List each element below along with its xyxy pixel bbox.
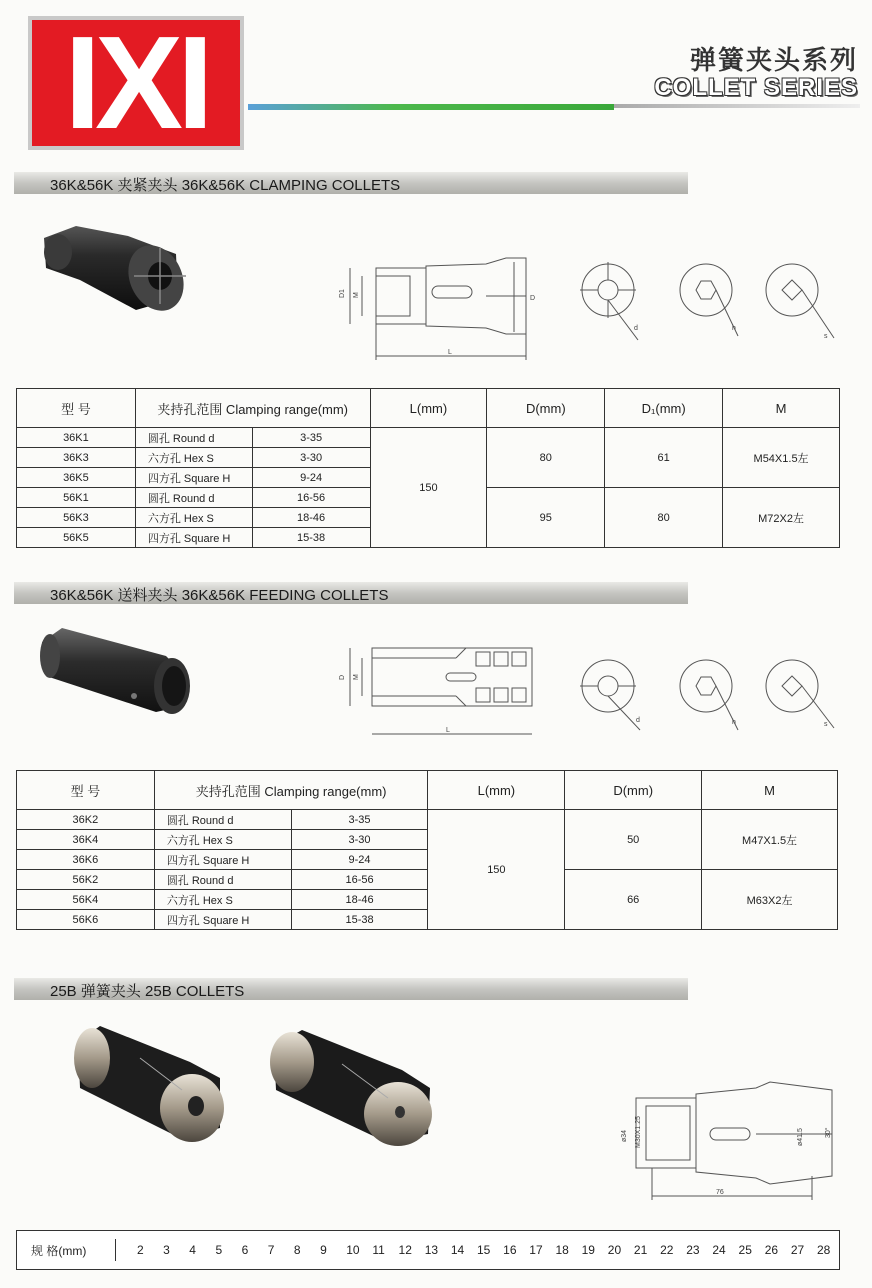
size-value: 14 (450, 1243, 465, 1257)
cell-range: 16-56 (291, 870, 428, 890)
cell-type: 圆孔 Round d (135, 428, 252, 448)
cell-range: 3-35 (252, 428, 370, 448)
size-value: 20 (607, 1243, 622, 1257)
size-value: 3 (163, 1243, 170, 1257)
cell-model: 56K4 (17, 890, 155, 910)
size-value: 24 (712, 1243, 726, 1257)
feeding-table (16, 770, 838, 930)
header-accent-line (248, 104, 614, 110)
cell-model: 36K3 (17, 448, 136, 468)
cell-m: M72X2左 (723, 488, 840, 548)
size-value: 12 (398, 1243, 412, 1257)
dim-square-s: s (824, 333, 828, 340)
cell-type: 六方孔 Hex S (154, 830, 291, 850)
cell-m: M63X2左 (702, 870, 838, 930)
dim-hex-s: h (732, 325, 736, 332)
size-value: 2 (137, 1243, 144, 1257)
collet-25b-drawing (606, 1076, 842, 1206)
size-spec-row (16, 1230, 840, 1270)
size-value: 26 (764, 1243, 779, 1257)
cell-range: 18-46 (291, 890, 428, 910)
cell-range: 3-35 (291, 810, 428, 830)
header-model: 型 号 (17, 389, 136, 428)
cell-range: 3-30 (291, 830, 428, 850)
cell-range: 15-38 (252, 528, 370, 548)
section-clamping-title: 36K&56K 夹紧夹头 36K&56K CLAMPING COLLETS (50, 177, 401, 194)
cell-d: 80 (487, 428, 605, 488)
cell-type: 四方孔 Square H (154, 850, 291, 870)
header-d: D(mm) (487, 389, 605, 428)
cell-d1: 80 (605, 488, 723, 548)
size-value: 18 (555, 1243, 569, 1257)
table-row (17, 810, 838, 830)
feeding-collet-photo (36, 620, 196, 720)
dim-l: L (446, 727, 450, 734)
ixi-logo (28, 9, 244, 156)
size-value: 27 (790, 1243, 805, 1257)
cell-model: 56K5 (17, 528, 136, 548)
clamping-table (16, 388, 840, 548)
title-english: COLLET SERIES (654, 74, 858, 101)
cell-model: 56K2 (17, 870, 155, 890)
section-feeding-title: 36K&56K 送料夹头 36K&56K FEEDING COLLETS (50, 587, 389, 604)
cell-d: 66 (565, 870, 702, 930)
dim-m: M (353, 292, 360, 298)
header-gray-line (614, 104, 860, 108)
feeding-cross-sections (578, 656, 848, 736)
cell-range: 15-38 (291, 910, 428, 930)
header-range: 夹持孔范围 Clamping range(mm) (135, 389, 370, 428)
cell-model: 56K6 (17, 910, 155, 930)
dim-d: D (530, 295, 536, 302)
section-clamping-bar (14, 172, 688, 194)
size-value: 8 (293, 1243, 301, 1257)
size-value: 7 (267, 1243, 275, 1257)
cell-d: 50 (565, 810, 702, 870)
dim-m: M (353, 674, 360, 680)
cell-l: 150 (428, 810, 565, 930)
size-value: 9 (320, 1243, 327, 1257)
table-row (17, 428, 840, 448)
section-feeding-bar (14, 582, 688, 604)
cell-model: 36K5 (17, 468, 136, 488)
size-value: 15 (477, 1243, 491, 1257)
header-m: M (723, 389, 840, 428)
cell-type: 六方孔 Hex S (154, 890, 291, 910)
cell-type: 圆孔 Round d (154, 810, 291, 830)
title-chinese: 弹簧夹头系列 (689, 45, 858, 75)
dim-round-d: d (636, 717, 640, 724)
cell-range: 9-24 (252, 468, 370, 488)
cell-m: M54X1.5左 (723, 428, 840, 488)
dim-thread: M30X1.25 (635, 1116, 642, 1148)
header-range: 夹持孔范围 Clamping range(mm) (154, 771, 428, 810)
header-l: L(mm) (428, 771, 565, 810)
size-value: 5 (215, 1243, 223, 1257)
dim-l: L (448, 349, 452, 356)
size-divider (115, 1239, 116, 1261)
cell-model: 36K2 (17, 810, 155, 830)
cell-l: 150 (370, 428, 487, 548)
cell-model: 56K1 (17, 488, 136, 508)
section-25b-bar (14, 978, 688, 1000)
clamping-collet-drawing (336, 256, 558, 364)
size-label: 规 格(mm) (31, 1244, 87, 1258)
cell-type: 六方孔 Hex S (135, 508, 252, 528)
cell-model: 36K4 (17, 830, 155, 850)
size-value: 10 (346, 1243, 360, 1257)
size-value: 4 (189, 1243, 196, 1257)
cell-m: M47X1.5左 (702, 810, 838, 870)
size-value: 6 (241, 1243, 249, 1257)
cell-range: 3-30 (252, 448, 370, 468)
cell-range: 9-24 (291, 850, 428, 870)
cell-type: 四方孔 Square H (135, 468, 252, 488)
size-value: 16 (503, 1243, 517, 1257)
logo-text: IXI (32, 20, 240, 146)
dim-d1: D1 (339, 289, 346, 298)
size-value: 28 (817, 1243, 831, 1257)
dim-phi415: ø41.5 (797, 1128, 804, 1146)
header-d1: D₁(mm) (605, 389, 723, 428)
size-value: 25 (738, 1243, 752, 1257)
cell-range: 18-46 (252, 508, 370, 528)
cell-model: 36K6 (17, 850, 155, 870)
cell-model: 36K1 (17, 428, 136, 448)
header-l: L(mm) (370, 389, 487, 428)
cell-type: 圆孔 Round d (154, 870, 291, 890)
table-row (17, 870, 838, 890)
header-d: D(mm) (565, 771, 702, 810)
dim-d: D (339, 674, 346, 680)
dim-round-d: d (634, 325, 638, 332)
size-value: 13 (424, 1243, 439, 1257)
dim-angle: 30° (825, 1127, 832, 1138)
size-value: 11 (372, 1243, 385, 1257)
cell-d: 95 (487, 488, 605, 548)
cell-range: 16-56 (252, 488, 370, 508)
feeding-collet-drawing (336, 640, 536, 744)
section-25b-title: 25B 弹簧夹头 25B COLLETS (50, 983, 245, 1000)
collet-25b-photo-2 (262, 1018, 442, 1148)
size-value: 17 (529, 1243, 543, 1257)
size-value: 22 (660, 1243, 674, 1257)
header-m: M (702, 771, 838, 810)
size-value: 23 (686, 1243, 700, 1257)
cell-type: 四方孔 Square H (135, 528, 252, 548)
clamping-collet-photo (36, 208, 186, 318)
dim-phi34: ø34 (621, 1129, 628, 1142)
clamping-cross-sections (578, 258, 848, 348)
cell-type: 圆孔 Round d (135, 488, 252, 508)
header-model: 型 号 (17, 771, 155, 810)
cell-model: 56K3 (17, 508, 136, 528)
cell-type: 六方孔 Hex S (135, 448, 252, 468)
dim-square-s: s (824, 721, 828, 728)
dim-length: 76 (716, 1189, 724, 1196)
cell-d1: 61 (605, 428, 723, 488)
size-value: 19 (581, 1243, 595, 1257)
collet-25b-photo-1 (70, 1018, 230, 1142)
cell-type: 四方孔 Square H (154, 910, 291, 930)
dim-hex-s: h (732, 719, 736, 726)
size-value: 21 (633, 1243, 648, 1257)
